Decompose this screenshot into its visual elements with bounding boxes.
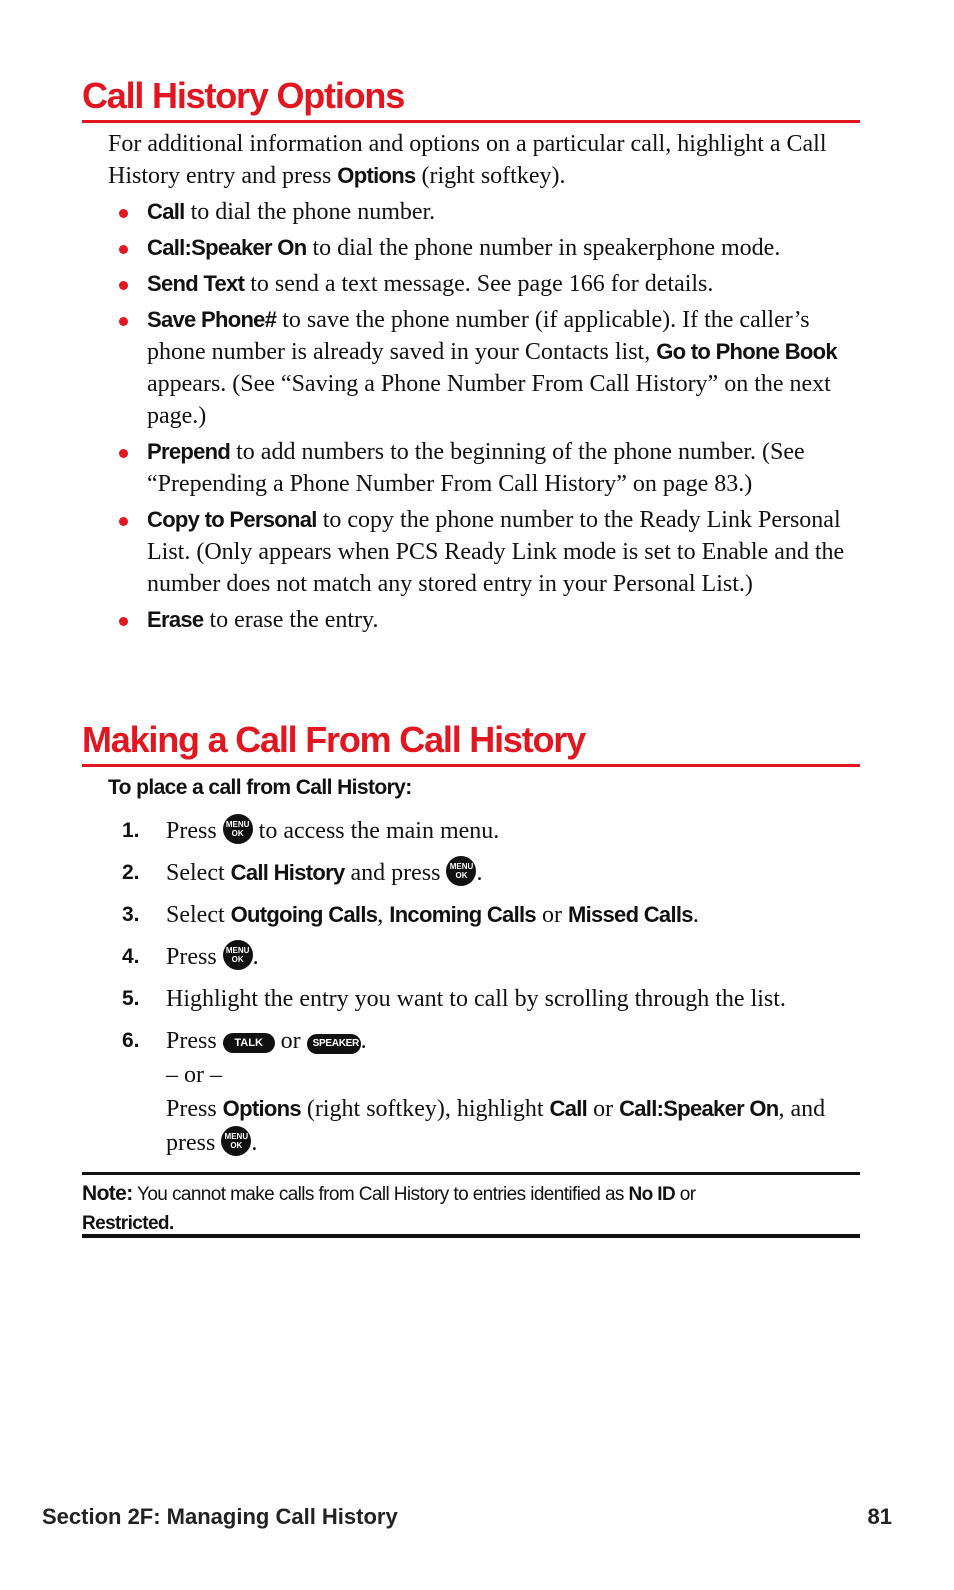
bullet-text: to save the phone number (if applicable). If the caller’s phone number is already saved in your Contacts list, [147,307,810,365]
bullet-text: to dial the phone number in speakerphone mode. [306,235,781,261]
bullet-text: appears. (See “Saving a Phone Number From Call History” on the next page.) [147,371,831,429]
list-item [108,196,868,228]
step-text: Press [166,1096,223,1122]
step-term: Call [549,1096,588,1121]
step-number: 5. [122,987,140,1010]
step-number: 3. [122,903,140,926]
note-box [82,1172,860,1238]
bullet-term: Erase [147,607,204,632]
step-term: Outgoing Calls [230,902,378,927]
bullet-icon [119,617,128,626]
intro-text-end: (right softkey). [415,163,566,189]
key-label: OK [230,1141,243,1150]
bullet-text: to add numbers to the beginning of the phone number. (See “Prepending a Phone Number From Call History” on page 83.) [147,439,805,497]
step-text: Select [166,860,231,886]
note-text: . [168,1213,174,1234]
bullet-icon [119,517,128,526]
bullet-icon [119,449,128,458]
step-item [108,1024,868,1160]
step-item [108,940,868,974]
speaker-key-icon: SPEAKER [307,1034,361,1054]
menu-ok-key-icon [223,940,253,970]
bullet-term: Prepend [147,439,231,464]
step-text: . [251,1130,258,1156]
step-term: Missed Calls [567,902,693,927]
options-list [108,196,868,640]
key-label: MENU [225,946,250,955]
list-item [108,604,868,636]
bullet-text: to erase the entry. [203,607,379,633]
step-item [108,982,868,1016]
step-text: and press [344,860,447,886]
list-item [108,268,868,300]
step-number: 6. [122,1029,140,1052]
list-item [108,304,868,432]
step-term: Call History [230,860,345,885]
intro-text: For additional information and options on a particular call, highlight a Call History entry and press [108,131,827,189]
options-term: Options [337,163,416,188]
footer-section-title: Section 2F: Managing Call History [42,1504,398,1529]
step-item [108,898,868,932]
step-text: or [274,1028,307,1054]
page-number: 81 [867,1504,892,1529]
step-number: 2. [122,861,140,884]
steps-list [108,814,868,1168]
step-term: Incoming Calls [389,902,536,927]
bullet-term: Go to Phone Book [656,339,837,364]
heading-call-history-options: Call History Options [82,74,860,123]
key-label: OK [231,955,244,964]
heading-making-a-call: Making a Call From Call History [82,718,860,767]
bullet-text: to copy the phone number to the Ready Link Personal List. (Only appears when PCS Ready Link mode is set to Enable and the number does not match any stored entry in your Personal List.) [147,507,845,597]
step-text: Select [166,902,231,928]
step-text: . [360,1028,367,1054]
bullet-icon [119,245,128,254]
list-item [108,504,868,600]
step-text: Press [166,944,223,970]
step-text: or [587,1096,620,1122]
bullet-text: to dial the phone number. [184,199,436,225]
procedure-subhead: To place a call from Call History: [108,776,412,799]
step-text: , [377,902,390,928]
step-text: Press [166,818,223,844]
or-separator: – or – [166,1062,222,1088]
menu-ok-key-icon [221,1126,251,1156]
bullet-term: Send Text [147,271,245,296]
note-term: Restricted [82,1213,169,1234]
step-text: (right softkey), highlight [300,1096,550,1122]
page-footer [42,1504,892,1530]
step-text: Press [166,1028,223,1054]
bullet-term: Call [147,199,185,224]
step-item [108,814,868,848]
key-label: MENU [449,862,474,871]
bullet-icon [119,209,128,218]
key-label: OK [231,829,244,838]
note-text: or [675,1184,696,1205]
step-number: 4. [122,945,140,968]
step-text: or [535,902,568,928]
menu-ok-key-icon [446,856,476,886]
step-term: Options [222,1096,301,1121]
key-label: OK [455,871,468,880]
step-text: . [476,860,483,886]
step-text: to access the main menu. [252,818,500,844]
bullet-icon [119,317,128,326]
key-label: MENU [224,1132,249,1141]
menu-ok-key-icon [223,814,253,844]
key-label: MENU [225,820,250,829]
step-item [108,856,868,890]
bullet-term: Save Phone# [147,307,277,332]
step-text: . [692,902,699,928]
list-item [108,232,868,264]
list-item [108,436,868,500]
note-text: You cannot make calls from Call History to entries identified as [132,1184,629,1205]
step-text: . [252,944,259,970]
note-label: Note: [82,1182,133,1205]
step-term: Call:Speaker On [619,1096,779,1121]
bullet-text: to send a text message. See page 166 for details. [244,271,714,297]
step-number: 1. [122,819,140,842]
bullet-term: Copy to Personal [147,507,317,532]
step-text: , and press [166,1096,826,1156]
step-text: Highlight the entry you want to call by scrolling through the list. [166,986,786,1012]
talk-key-icon: TALK [223,1033,275,1053]
note-term: No ID [628,1184,676,1205]
bullet-term: Call:Speaker On [147,235,307,260]
intro-paragraph [108,128,860,192]
bullet-icon [119,281,128,290]
